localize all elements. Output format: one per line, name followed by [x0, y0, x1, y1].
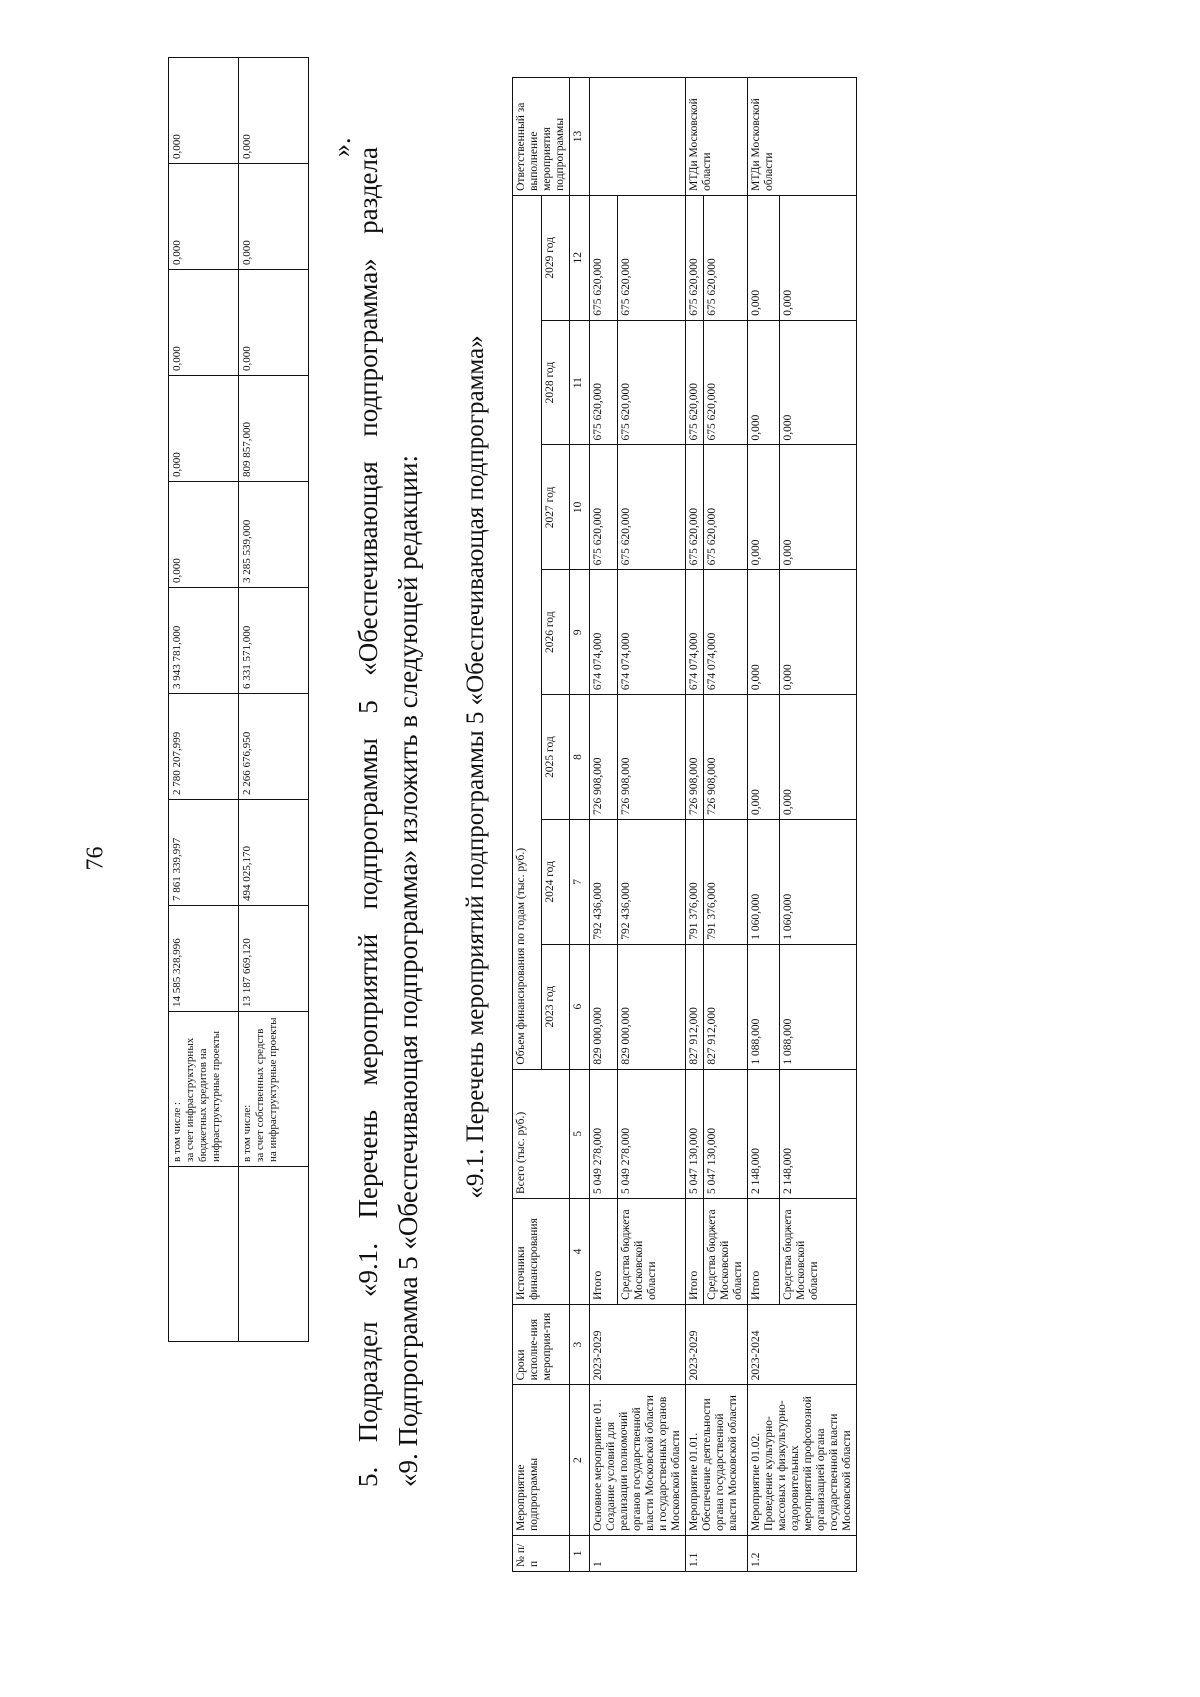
column-number: 7 — [570, 819, 590, 944]
amendment-heading — [348, 147, 428, 1487]
funding-total: 5 047 130,000 — [704, 1069, 748, 1198]
row-number: 1 — [590, 1535, 686, 1571]
funding-source: Средства бюджета Московской области — [704, 1199, 748, 1305]
table-cell: 2 266 676,950 — [239, 694, 309, 800]
table-cell: 0,000 — [239, 164, 309, 270]
header-year: 2025 год — [541, 695, 570, 820]
funding-year-value: 675 620,000 — [617, 320, 685, 445]
funding-year-value: 726 908,000 — [686, 695, 704, 820]
funding-year-value: 0,000 — [779, 695, 856, 820]
funding-year-value: 0,000 — [748, 445, 780, 570]
column-number: 9 — [570, 570, 590, 695]
header-name: Мероприятие подпрограммы — [513, 1385, 570, 1535]
funding-year-value: 675 620,000 — [617, 195, 685, 320]
funding-year-value: 675 620,000 — [590, 195, 618, 320]
table-row — [239, 58, 309, 1342]
funding-year-value: 675 620,000 — [686, 195, 704, 320]
column-number: 1 — [570, 1535, 590, 1571]
table-title: «9.1. Перечень мероприятий подпрограммы 5 «Обеспечивающая подпрограмма» — [462, 335, 489, 1199]
header-year: 2029 год — [541, 195, 570, 320]
table-cell — [169, 1167, 239, 1342]
funding-year-value: 0,000 — [748, 195, 780, 320]
header-year: 2028 год — [541, 320, 570, 445]
funding-year-value: 675 620,000 — [704, 445, 748, 570]
page-number: 76 — [82, 846, 109, 871]
column-number: 12 — [570, 195, 590, 320]
table-cell: 0,000 — [239, 58, 309, 164]
measure-name: Основное мероприятие 01. Создание условий для реализации полномочий органов государственной власти Московской области и государственных органов Московской области — [590, 1385, 686, 1535]
funding-year-value: 0,000 — [779, 320, 856, 445]
funding-total: 2 148,000 — [748, 1069, 780, 1198]
row-number: 1.1 — [686, 1535, 748, 1571]
table-cell: 0,000 — [169, 164, 239, 270]
table-cell: 13 187 669,120 — [239, 906, 309, 1012]
table-cell: 0,000 — [169, 376, 239, 482]
measure-term: 2023-2029 — [590, 1304, 686, 1384]
funding-total: 5 049 278,000 — [617, 1069, 685, 1198]
funding-source: Итого — [748, 1199, 780, 1305]
funding-year-value: 1 060,000 — [779, 819, 856, 944]
funding-year-value: 675 620,000 — [590, 445, 618, 570]
table-cell: 809 857,000 — [239, 376, 309, 482]
table-cell: 6 331 571,000 — [239, 588, 309, 694]
funding-year-value: 675 620,000 — [590, 320, 618, 445]
funding-source: Средства бюджета Московской области — [617, 1199, 685, 1305]
measure-term: 2023-2024 — [748, 1304, 857, 1384]
column-number: 6 — [570, 944, 590, 1069]
funding-year-value: 829 000,000 — [590, 944, 618, 1069]
funding-year-value: 0,000 — [748, 695, 780, 820]
funding-year-value: 675 620,000 — [686, 320, 704, 445]
funding-year-value: 791 376,000 — [686, 819, 704, 944]
column-number: 11 — [570, 320, 590, 445]
budget-breakdown-table — [168, 57, 309, 1342]
column-number: 5 — [570, 1069, 590, 1198]
table-cell: 14 585 328,996 — [169, 906, 239, 1012]
table-row — [590, 78, 618, 1572]
table-cell: 3 285 539,000 — [239, 482, 309, 588]
row-number: 1.2 — [748, 1535, 857, 1571]
header-total: Всего (тыс. руб.) — [513, 1069, 570, 1198]
header-no: № п/п — [513, 1535, 570, 1571]
header-term: Сроки исполне-ния мероприя-тия — [513, 1304, 570, 1384]
column-number: 2 — [570, 1385, 590, 1535]
funding-source: Средства бюджета Московской области — [779, 1199, 856, 1305]
header-funding: Объем финансирования по годам (тыс. руб.) — [513, 195, 542, 1069]
header-year: 2027 год — [541, 445, 570, 570]
funding-year-value: 674 074,000 — [590, 570, 618, 695]
funding-year-value: 675 620,000 — [617, 445, 685, 570]
column-number-row — [570, 78, 590, 1572]
responsible: МТДи Московской области — [748, 78, 857, 196]
funding-year-value: 726 908,000 — [590, 695, 618, 820]
table-row — [686, 78, 704, 1572]
heading-line: «9. Подпрограмма 5 «Обеспечивающая подпрограмма» изложить в следующей редакции: — [393, 454, 423, 1487]
funding-year-value: 792 436,000 — [617, 819, 685, 944]
funding-year-value: 0,000 — [748, 320, 780, 445]
funding-year-value: 726 908,000 — [704, 695, 748, 820]
table-cell: 0,000 — [169, 270, 239, 376]
heading-line: 5. Подраздел «9.1. Перечень мероприятий подпрограммы 5 «Обеспечивающая подпрограмма» раздела — [353, 147, 383, 1487]
funding-year-value: 791 376,000 — [704, 819, 748, 944]
funding-year-value: 675 620,000 — [704, 195, 748, 320]
funding-year-value: 827 912,000 — [704, 944, 748, 1069]
funding-year-value: 1 060,000 — [748, 819, 780, 944]
funding-year-value: 674 074,000 — [686, 570, 704, 695]
measure-name: Мероприятие 01.01. Обеспечение деятельности органа государственной власти Московской области — [686, 1385, 748, 1535]
table-cell: 0,000 — [239, 270, 309, 376]
table-cell: 3 943 781,000 — [169, 588, 239, 694]
table-cell: в том числе : за счет инфраструктурных бюджетных кредитов на инфраструктурные проекты — [169, 1012, 239, 1167]
column-number: 13 — [570, 78, 590, 196]
responsible: МТДи Московской области — [686, 78, 748, 196]
table-cell: 2 780 207,999 — [169, 694, 239, 800]
measures-table — [512, 77, 857, 1572]
closing-quote-mark: ». — [327, 137, 356, 157]
funding-year-value: 0,000 — [748, 570, 780, 695]
table-cell: в том числе: за счет собственных средств на инфраструктурные проекты — [239, 1012, 309, 1167]
funding-source: Итого — [686, 1199, 704, 1305]
funding-total: 5 047 130,000 — [686, 1069, 704, 1198]
funding-year-value: 0,000 — [779, 445, 856, 570]
funding-year-value: 1 088,000 — [748, 944, 780, 1069]
column-number: 10 — [570, 445, 590, 570]
funding-year-value: 674 074,000 — [617, 570, 685, 695]
measure-name: Мероприятие 01.02. Проведение культурно-массовых и физкультурно-оздоровительных мероприятий профсоюзной организацией органа государственной власти Московской области — [748, 1385, 857, 1535]
header-year: 2023 год — [541, 944, 570, 1069]
header-year: 2024 год — [541, 819, 570, 944]
funding-source: Итого — [590, 1199, 618, 1305]
column-number: 8 — [570, 695, 590, 820]
table-cell: 494 025,170 — [239, 800, 309, 906]
measure-term: 2023-2029 — [686, 1304, 748, 1384]
column-number: 3 — [570, 1304, 590, 1384]
column-number: 4 — [570, 1199, 590, 1305]
funding-year-value: 0,000 — [779, 195, 856, 320]
funding-year-value: 674 074,000 — [704, 570, 748, 695]
header-year: 2026 год — [541, 570, 570, 695]
funding-year-value: 1 088,000 — [779, 944, 856, 1069]
table-row — [169, 58, 239, 1342]
header-source: Источники финансирования — [513, 1199, 570, 1305]
table-cell: 7 861 339,997 — [169, 800, 239, 906]
funding-year-value: 829 000,000 — [617, 944, 685, 1069]
table-cell: 0,000 — [169, 482, 239, 588]
table-cell: 0,000 — [169, 58, 239, 164]
funding-total: 2 148,000 — [779, 1069, 856, 1198]
funding-total: 5 049 278,000 — [590, 1069, 618, 1198]
funding-year-value: 726 908,000 — [617, 695, 685, 820]
funding-year-value: 827 912,000 — [686, 944, 704, 1069]
funding-year-value: 792 436,000 — [590, 819, 618, 944]
table-row — [748, 78, 780, 1572]
header-row — [513, 78, 542, 1572]
funding-year-value: 675 620,000 — [686, 445, 704, 570]
responsible — [590, 78, 686, 196]
funding-year-value: 0,000 — [779, 570, 856, 695]
header-responsible: Ответственный за выполнение мероприятия подпрограммы — [513, 78, 570, 196]
table-cell — [239, 1167, 309, 1342]
funding-year-value: 675 620,000 — [704, 320, 748, 445]
